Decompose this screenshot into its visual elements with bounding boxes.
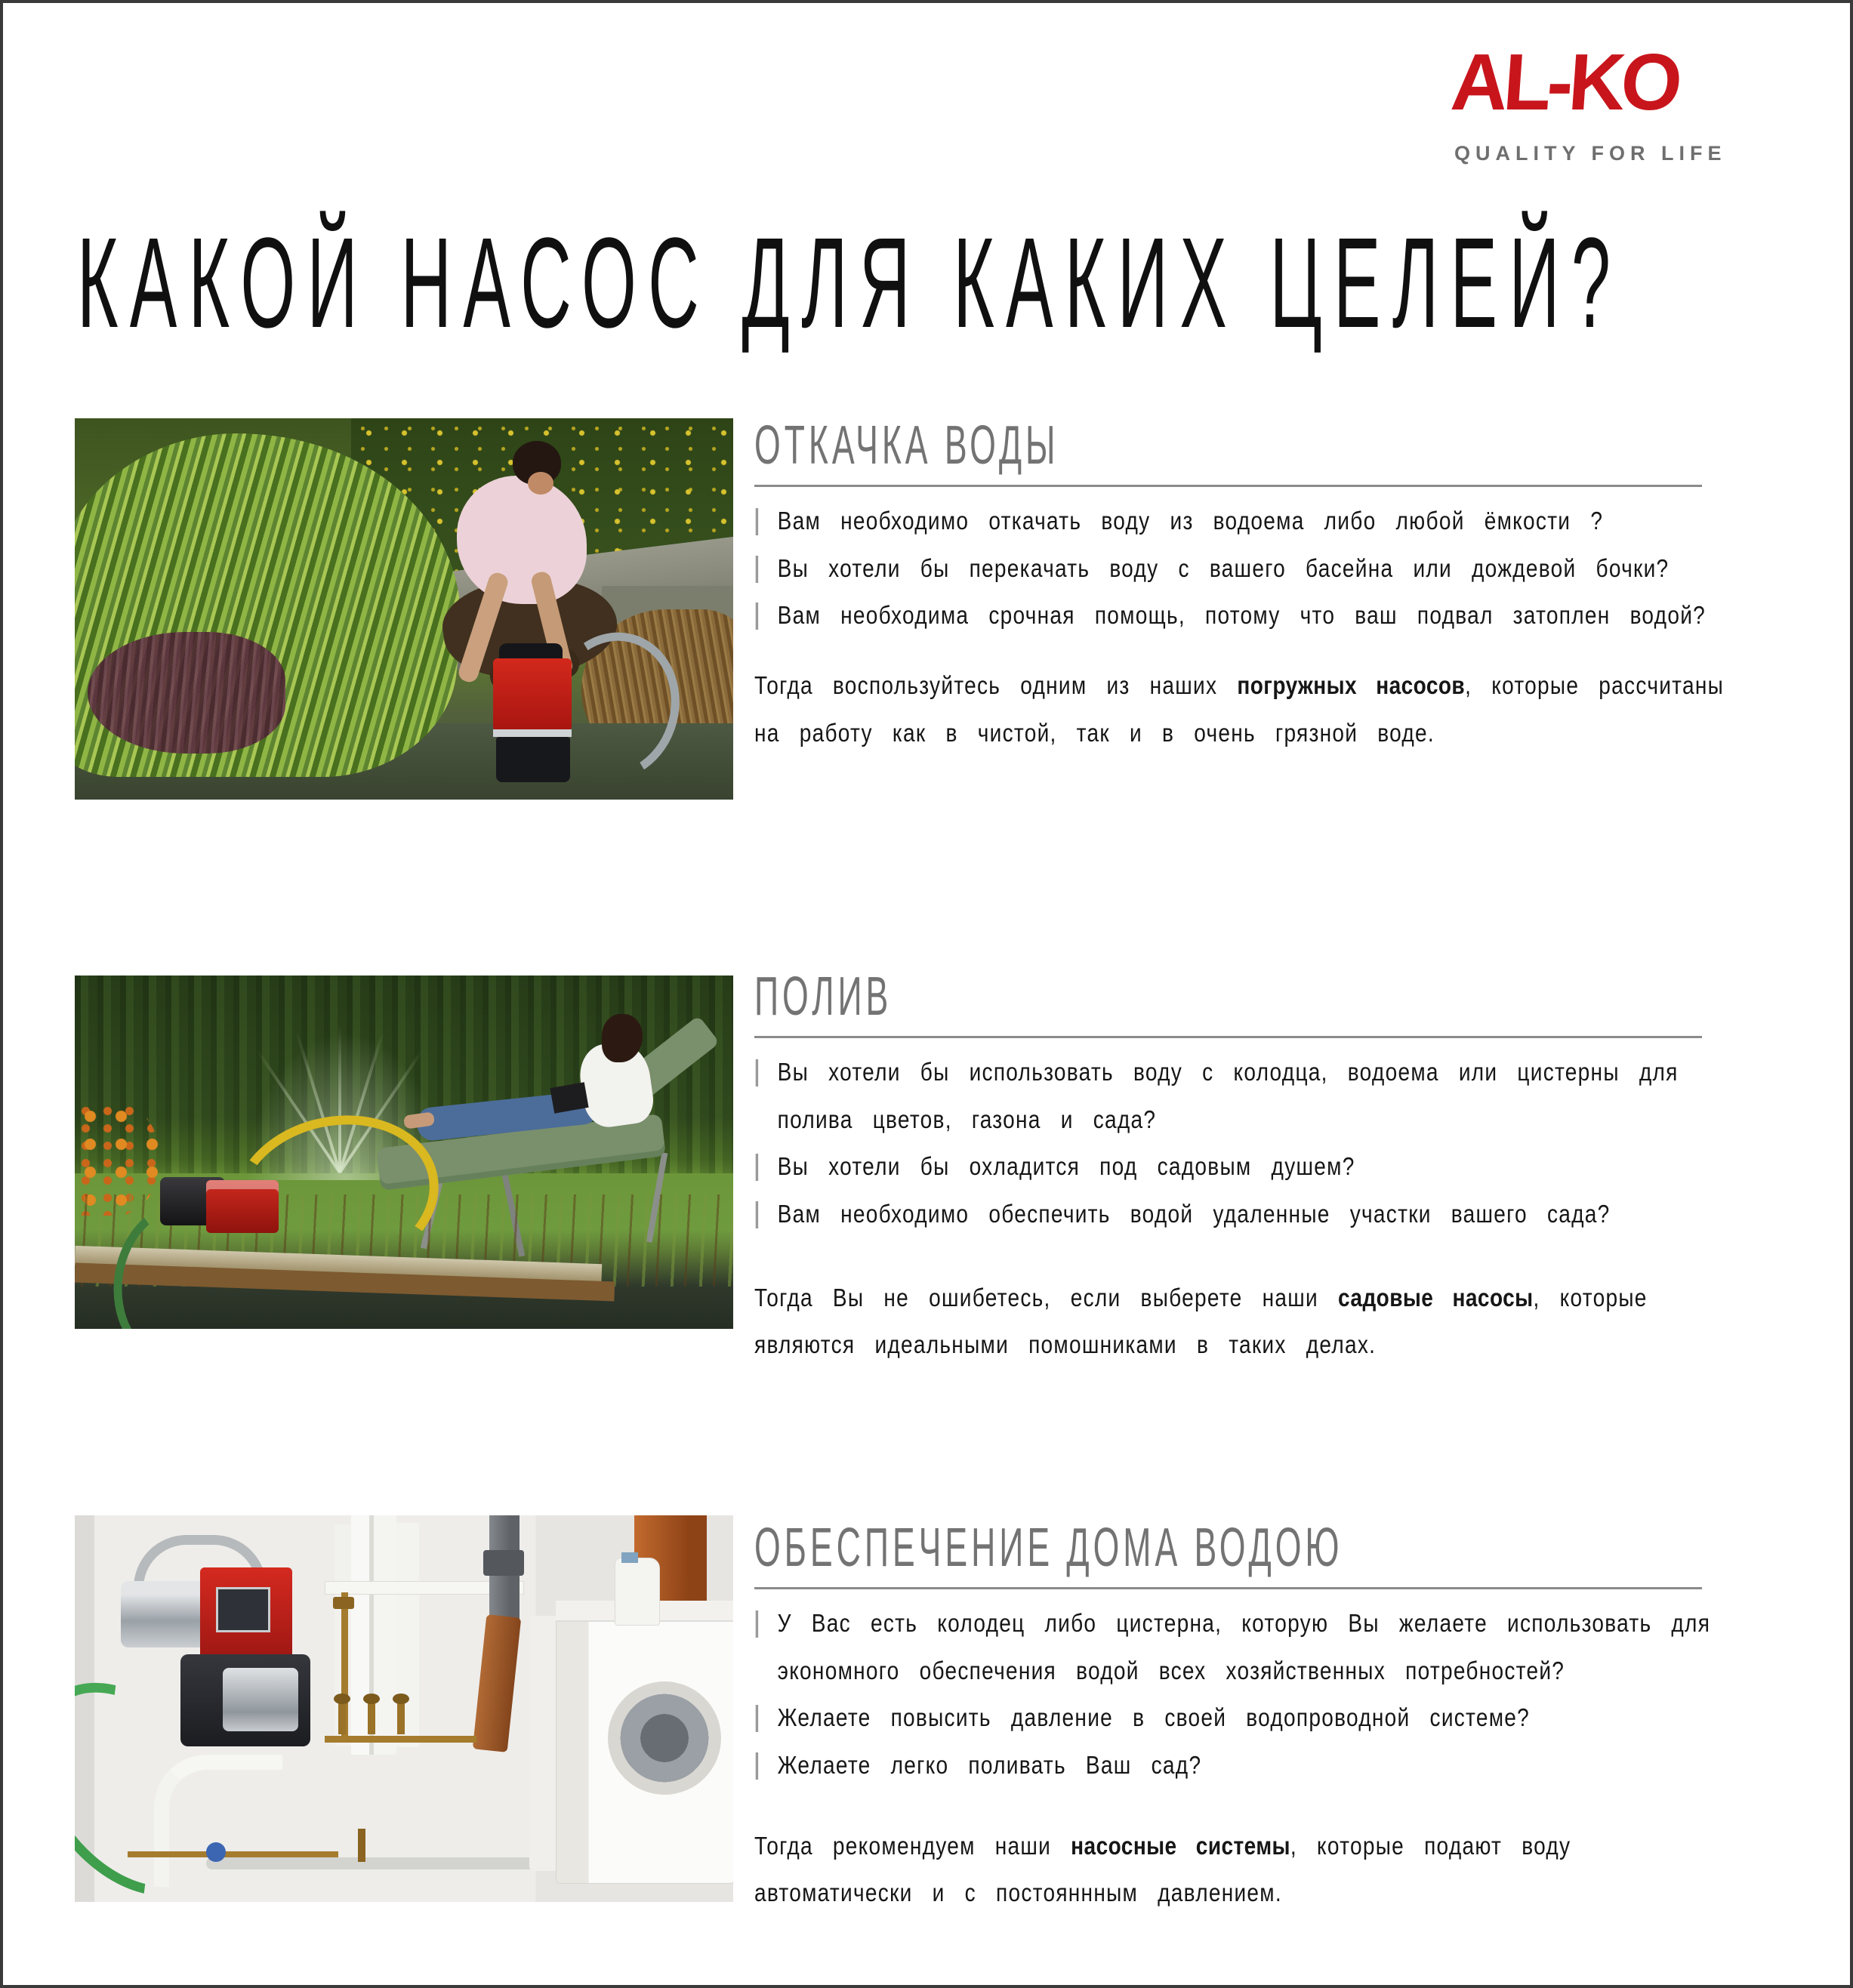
pump-drum bbox=[223, 1668, 298, 1731]
section-heading: ПОЛИВ bbox=[754, 966, 893, 1027]
washing-machine-door bbox=[608, 1681, 721, 1795]
valve-knob bbox=[393, 1694, 409, 1704]
brass-fitting bbox=[333, 1597, 354, 1609]
list-item: У Вас есть колодец либо цистерна, которую Вы желаете использовать для экономного обеспечения водой всех хозяйственных потребностей? bbox=[754, 1600, 1737, 1694]
brass-valve bbox=[358, 1829, 365, 1862]
valve-knob bbox=[334, 1694, 350, 1704]
copper-pipe bbox=[473, 1614, 521, 1752]
water-meter bbox=[206, 1842, 226, 1862]
list-item: Вы хотели бы охладится под садовым душем? bbox=[754, 1143, 1737, 1191]
brass-valve bbox=[397, 1701, 405, 1734]
question-list bbox=[754, 1600, 1737, 1789]
highlight-product: насосные системы bbox=[1071, 1831, 1290, 1860]
insulated-pipe-horizontal bbox=[206, 1857, 548, 1869]
question-list bbox=[754, 498, 1737, 640]
highlight-product: погружных насосов bbox=[1237, 671, 1466, 700]
heading-rule bbox=[754, 1587, 1702, 1589]
brand-block bbox=[1448, 38, 1771, 165]
purple-plants bbox=[88, 632, 285, 754]
list-item: Желаете повысить давление в своей водопроводной системе? bbox=[754, 1694, 1737, 1742]
brass-valve bbox=[368, 1701, 375, 1734]
brand-tagline: QUALITY FOR LIFE bbox=[1454, 142, 1727, 165]
list-item: Вам необходимо откачать воду из водоема либо любой ёмкости ? bbox=[754, 498, 1737, 545]
valve-knob bbox=[363, 1694, 380, 1704]
detergent-cap bbox=[621, 1552, 638, 1563]
section-lead: Тогда Вы не ошибетесь, если выберете наши садовые насосы, которые являются идеальными помошниками в таких делах. bbox=[754, 1283, 1648, 1359]
section-lead: Тогда воспользуйтесь одним из наших погружных насосов, которые рассчитаны на работу как в чистой, так и в очень грязной воде. bbox=[754, 671, 1725, 747]
pipe-coupling bbox=[483, 1550, 524, 1576]
submersible-pump-band bbox=[493, 729, 572, 737]
submersible-pump-base bbox=[496, 737, 570, 782]
section-heading: ОТКАЧКА ВОДЫ bbox=[754, 415, 1059, 476]
page-title: КАКОЙ НАСОС ДЛЯ КАКИХ ЦЕЛЕЙ? bbox=[77, 211, 1623, 355]
heading-rule bbox=[754, 1036, 1702, 1038]
brass-valve bbox=[338, 1701, 346, 1734]
section-water-pumping bbox=[754, 415, 1736, 757]
heading-rule bbox=[754, 485, 1702, 487]
brass-pipe-bottom bbox=[128, 1851, 338, 1857]
photo-water-pumping bbox=[75, 418, 733, 800]
brass-manifold bbox=[325, 1736, 476, 1743]
highlight-product: садовые насосы bbox=[1338, 1283, 1534, 1311]
submersible-pump-body bbox=[493, 658, 572, 731]
section-lead: Тогда рекомендуем наши насосные системы, которые подают воду автоматически и с постояннным давлением. bbox=[754, 1831, 1571, 1907]
alko-logo: AL-KO bbox=[1448, 38, 1681, 127]
list-item: Вы хотели бы перекачать воду с вашего басейна или дождевой бочки? bbox=[754, 545, 1737, 593]
question-list bbox=[754, 1049, 1737, 1238]
list-item: Вам необходима срочная помощь, потому что ваш подвал затоплен водой? bbox=[754, 592, 1737, 640]
pump-display bbox=[216, 1587, 270, 1632]
detergent-bottle bbox=[615, 1558, 660, 1626]
section-house-water bbox=[754, 1517, 1736, 1917]
woman-face bbox=[528, 472, 553, 495]
photo-garden-watering bbox=[75, 976, 733, 1329]
section-heading: ОБЕСПЕЧЕНИЕ ДОМА ВОДОЮ bbox=[754, 1518, 1343, 1578]
list-item: Вам необходимо обеспечить водой удаленные участки вашего сада? bbox=[754, 1191, 1737, 1238]
photo-house-water-system bbox=[75, 1515, 733, 1902]
section-watering bbox=[754, 966, 1736, 1369]
list-item: Желаете легко поливать Ваш сад? bbox=[754, 1742, 1737, 1789]
garden-pump-body bbox=[206, 1180, 279, 1233]
list-item: Вы хотели бы использовать воду с колодца, водоема или цистерны для полива цветов, газона и сада? bbox=[754, 1049, 1737, 1143]
